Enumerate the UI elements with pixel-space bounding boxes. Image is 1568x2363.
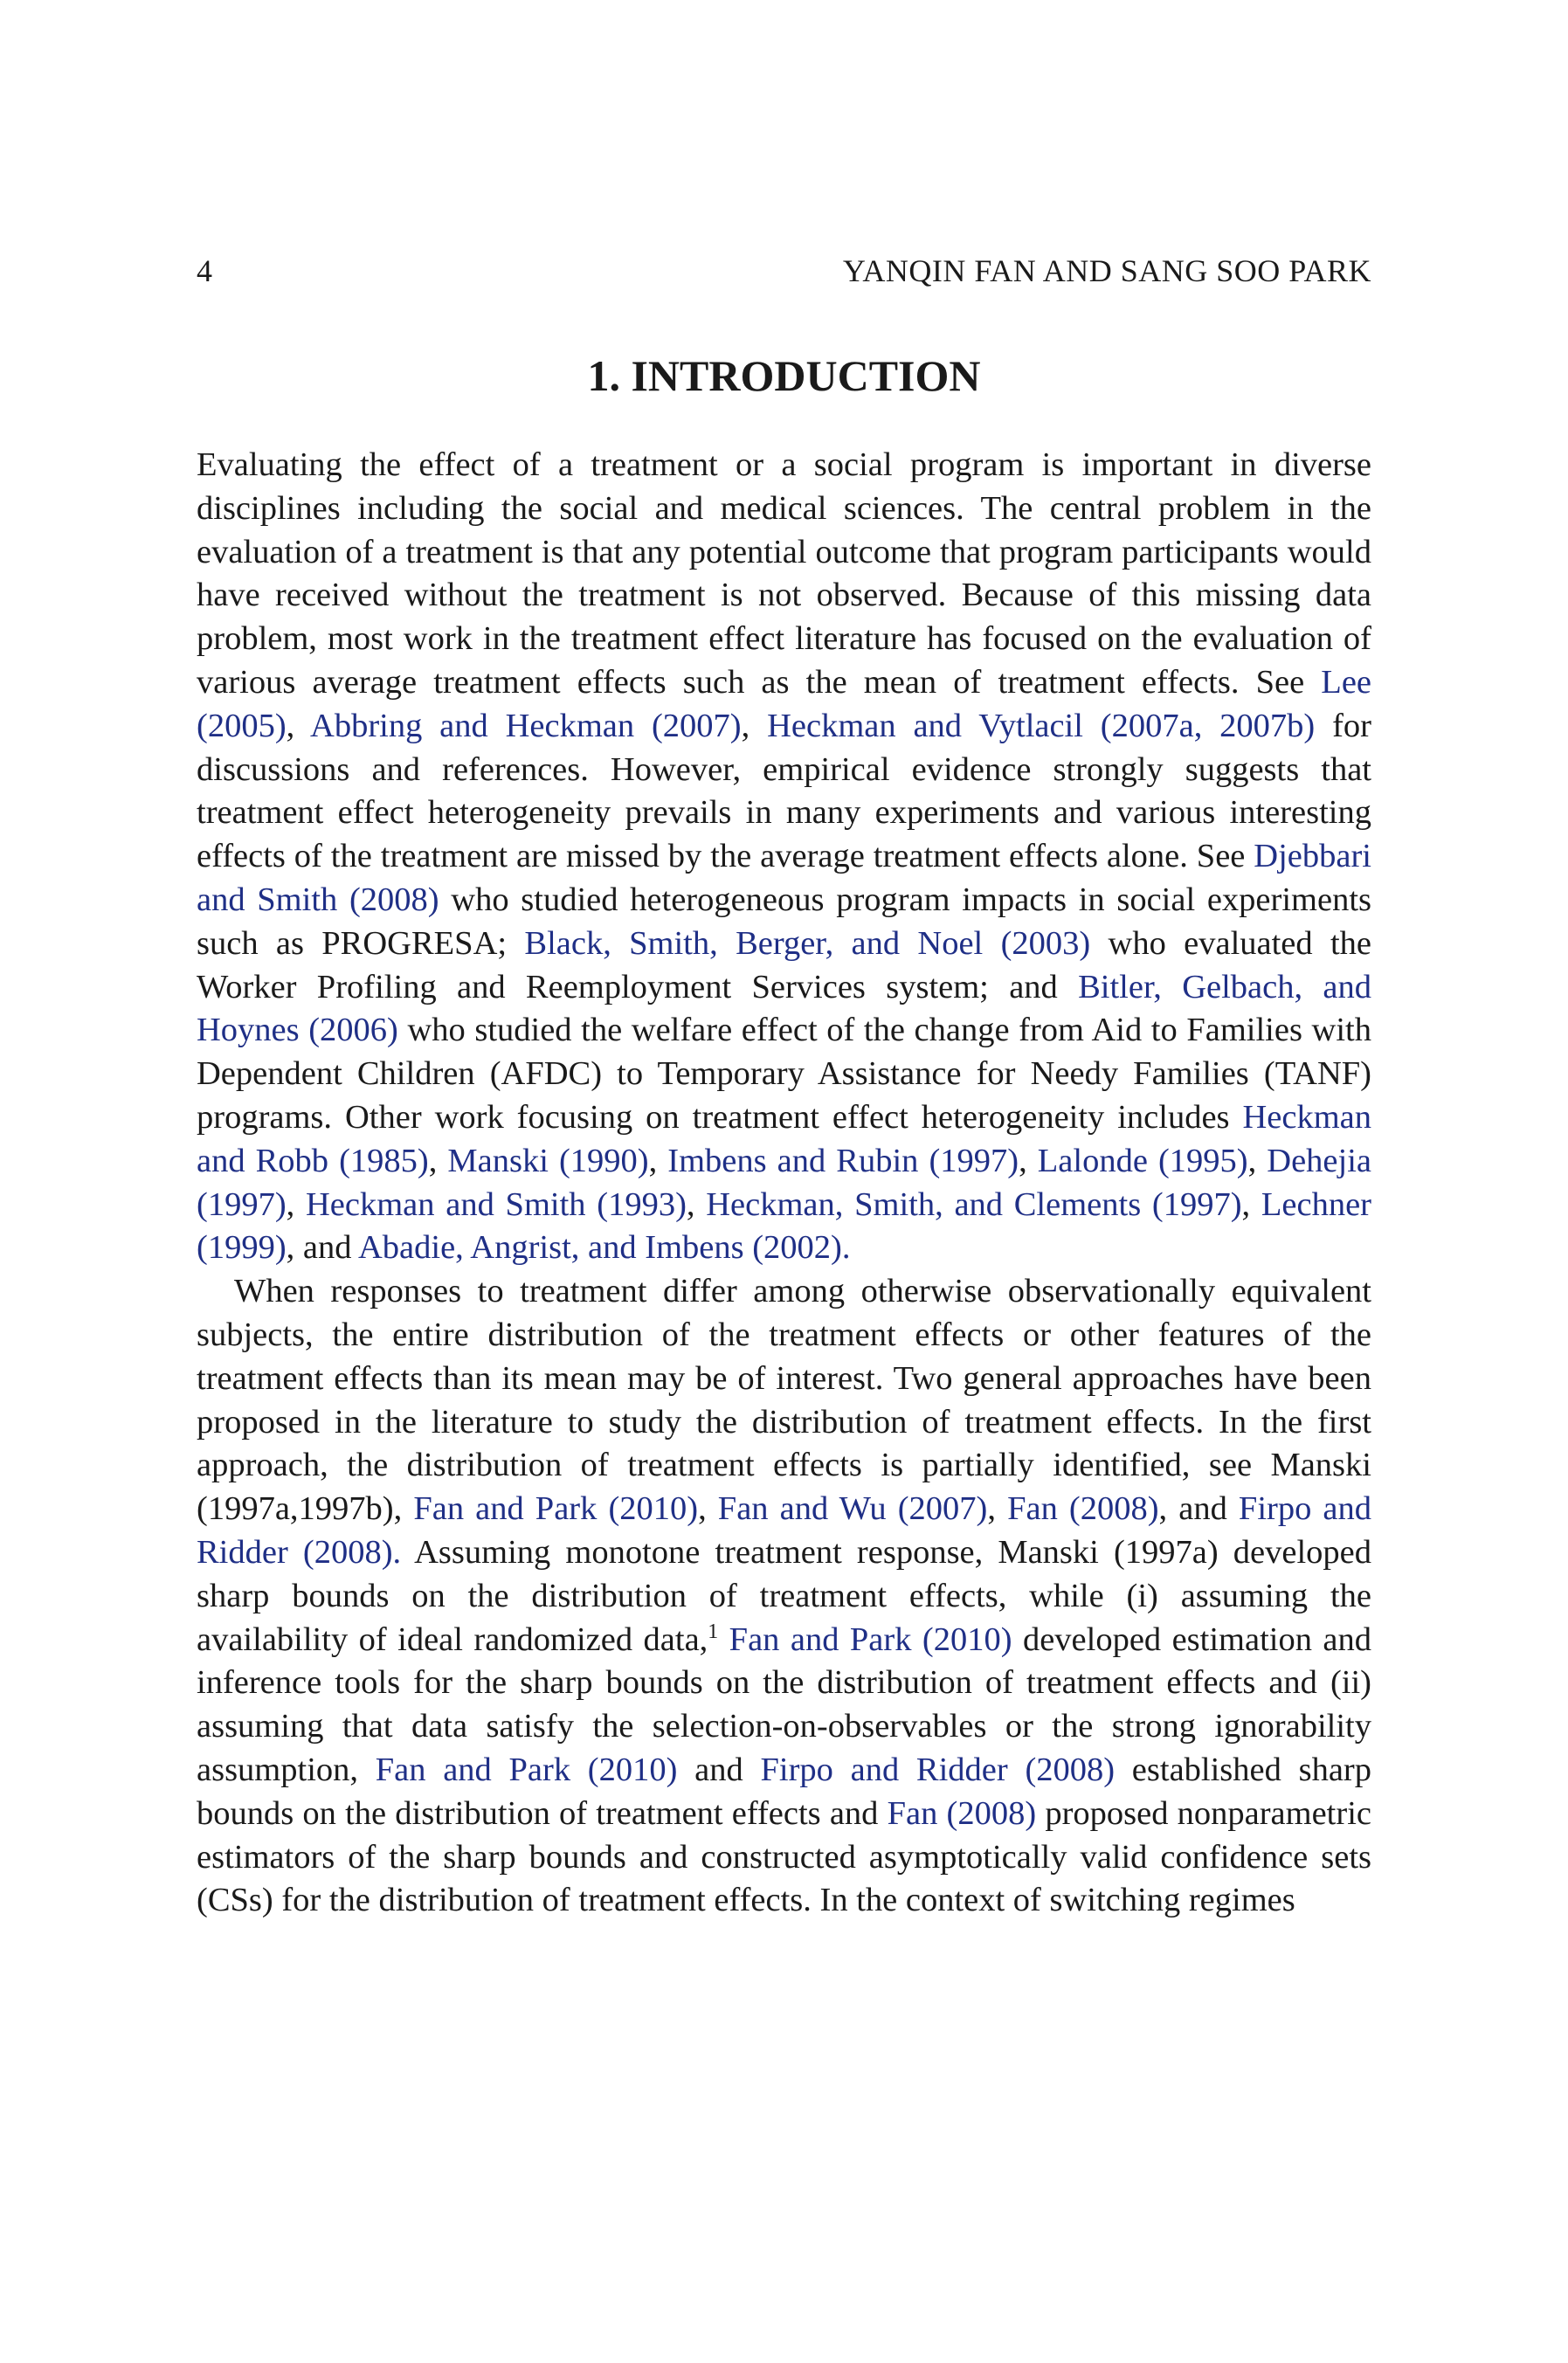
citation-link[interactable]: Firpo and Ridder (2008). — [197, 1490, 1371, 1571]
running-title: YANQIN FAN AND SANG SOO PARK — [842, 253, 1371, 288]
section-title: 1. INTRODUCTION — [587, 351, 981, 400]
paragraph-text: who studied heterogeneous program impacts in social experiments such as PROGRESA; — [197, 881, 1371, 962]
paragraph-text: who evaluated the Worker Profiling and Reemployment Services system; and — [197, 924, 1371, 1005]
citation-link[interactable]: Bitler, Gelbach, and Hoynes (2006) — [197, 968, 1371, 1049]
paragraph-text — [718, 1621, 729, 1658]
citation-link[interactable]: Firpo and Ridder (2008) — [760, 1751, 1116, 1788]
paragraph-text: , — [987, 1490, 1008, 1528]
paragraph-text: , — [1247, 1142, 1268, 1179]
citation-link[interactable]: Dehejia (1997) — [197, 1142, 1371, 1223]
citation-link[interactable]: Djebbari and Smith (2008) — [197, 838, 1371, 918]
running-header — [197, 252, 1371, 290]
citation-link[interactable]: Fan (2008) — [887, 1794, 1037, 1832]
paragraph-text: , — [741, 707, 768, 744]
paragraph-text: , — [698, 1490, 718, 1528]
citation-link[interactable]: Black, Smith, Berger, and Noel (2003) — [524, 924, 1091, 962]
citation-link[interactable]: Fan (2008) — [1007, 1490, 1159, 1528]
paragraph-text: proposed nonparametric estimators of the sharp bounds and constructed asymptotically valid confidence sets (CSs) for the distribution of treatment effects. In the context of switching regimes — [197, 1794, 1371, 1919]
citation-link[interactable]: Manski (1990) — [447, 1142, 649, 1179]
paragraph-text: Assuming monotone treatment response, Manski (1997a) developed sharp bounds on the distribution of treatment effects, while (i) assuming the availability of ideal randomized data, — [197, 1533, 1371, 1658]
paragraph-text: When responses to treatment differ among otherwise observationally equivalent subjects, the entire distribution of the treatment effects or other features of the treatment effects than its mean may be of interest. Two general approaches have been proposed in the literature to study the distribution of treatment effects. In the first approach, the distribution of treatment effects is partially identified, see Manski (1997a,1997b), — [197, 1273, 1371, 1528]
citation-link[interactable]: Imbens and Rubin (1997) — [667, 1142, 1019, 1179]
citation-link[interactable]: Abadie, Angrist, and Imbens (2002). — [358, 1229, 851, 1267]
citation-link[interactable]: Heckman and Smith (1993) — [306, 1185, 687, 1223]
footnote-marker[interactable]: 1 — [708, 1620, 719, 1643]
paragraph-text: , — [686, 1185, 707, 1223]
paragraph-text: established sharp bounds on the distribution of treatment effects and — [197, 1751, 1371, 1832]
citation-link[interactable]: Fan and Park (2010) — [729, 1620, 1012, 1658]
citation-link[interactable]: Lechner (1999) — [197, 1185, 1371, 1267]
citation-link[interactable]: Heckman and Robb (1985) — [197, 1098, 1371, 1179]
citation-link[interactable]: Fan and Park (2010) — [413, 1490, 699, 1528]
paragraph — [197, 444, 1371, 1270]
paragraph-text: , — [428, 1142, 448, 1179]
paragraph-text: , and — [286, 1229, 358, 1267]
paragraph-text: , and — [1158, 1490, 1239, 1528]
paragraph-text: developed estimation and inference tools for the sharp bounds on the distribution of treatment effects and (ii) assuming that data satisfy the selection-on-observables or the strong ignorability assumption, — [197, 1620, 1371, 1788]
paragraph-text: for discussions and references. However, empirical evidence strongly suggests that treatment effect heterogeneity prevails in many experiments and various interesting effects of the treatment are missed by the average treatment effects alone. See — [197, 707, 1372, 875]
paragraph-text: , — [648, 1142, 668, 1179]
citation-link[interactable]: Heckman, Smith, and Clements (1997) — [706, 1185, 1242, 1223]
citation-link[interactable]: Heckman and Vytlacil (2007a, 2007b) — [767, 707, 1316, 744]
paragraph-text: , — [1241, 1185, 1261, 1223]
paragraph-text: and — [677, 1751, 761, 1788]
citation-link[interactable]: Lee (2005) — [197, 663, 1371, 744]
citation-link[interactable]: Fan and Park (2010) — [375, 1751, 678, 1788]
body-text — [197, 444, 1371, 1923]
paragraph-text: , — [286, 707, 311, 744]
paragraph-text: , — [1019, 1142, 1038, 1179]
citation-link[interactable]: Fan and Wu (2007) — [717, 1490, 988, 1528]
citation-link[interactable]: Abbring and Heckman (2007) — [310, 707, 742, 744]
page-number: 4 — [197, 253, 213, 288]
paragraph — [197, 1270, 1371, 1923]
citation-link[interactable]: Lalonde (1995) — [1037, 1142, 1248, 1179]
paragraph-text: Evaluating the effect of a treatment or a social program is important in diverse disciplines including the social and medical sciences. The central problem in the evaluation of a treatment is that any potential outcome that program participants would have received without the treatment is not observed. Because of this missing data problem, most work in the treatment effect literature has focused on the evaluation of various average treatment effects such as the mean of treatment effects. See — [197, 446, 1371, 701]
paragraph-text: , — [286, 1185, 306, 1223]
paragraph-text: who studied the welfare effect of the change from Aid to Families with Dependent Children (AFDC) to Temporary Assistance for Needy Families (TANF) programs. Other work focusing on treatment effect heterogeneity includes — [197, 1012, 1371, 1136]
